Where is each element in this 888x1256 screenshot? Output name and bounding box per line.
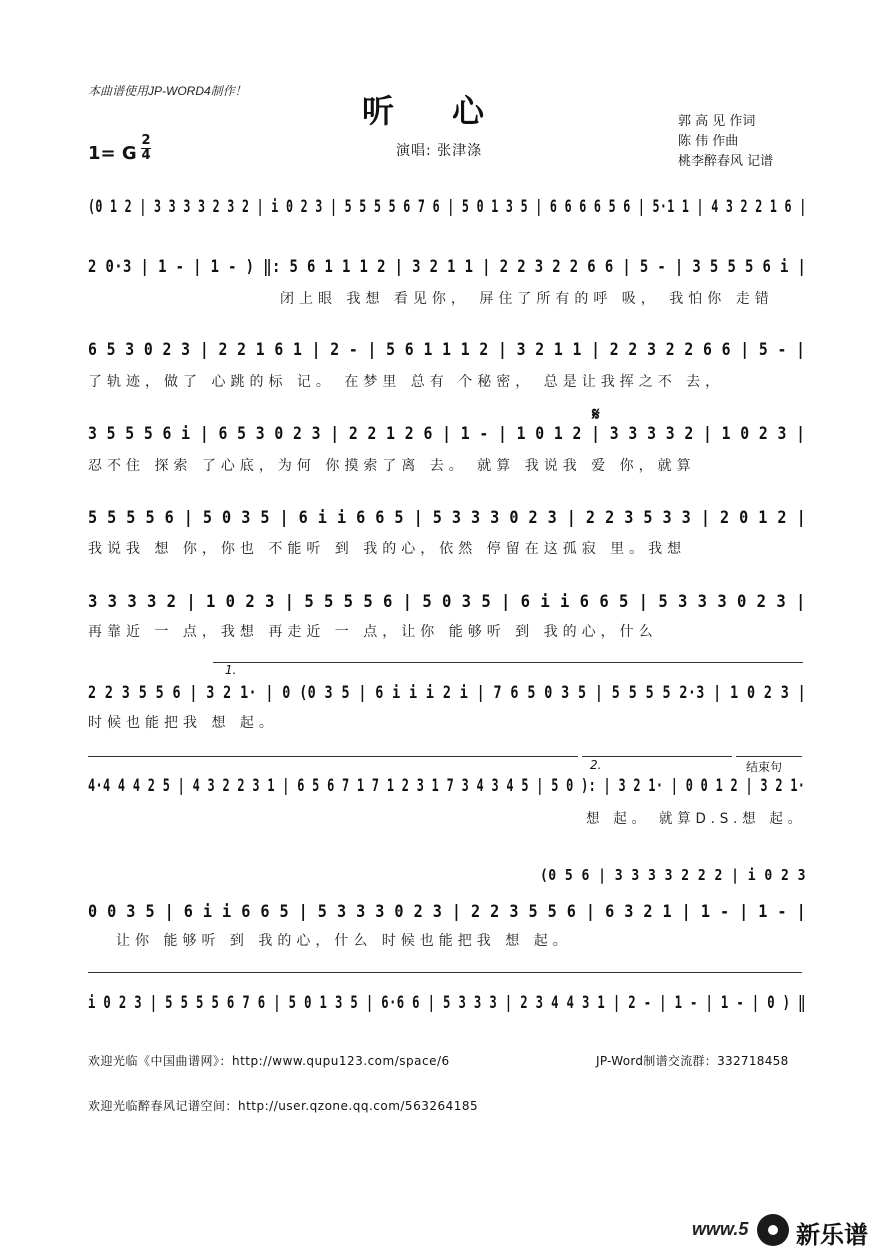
song-title: 听心: [362, 92, 543, 130]
lyricist-credit: 郭 高 见 作词: [678, 114, 756, 129]
software-credit: 本曲谱使用JP-WORD4制作！: [88, 84, 247, 98]
staff-line-7-lyrics: 时候也能把我 想 起。: [88, 715, 278, 731]
group-info-text: JP-Word制谱交流群：332718458: [596, 1054, 789, 1068]
staff-line-2-notes: 2 0·3 | 1 - | 1 - ) ‖: 5 6 1 1 1 2 | 3 2 1 1 | 2 2 3 2 2 6 6 | 5 - | 3 5 5 5 6 i |: [88, 257, 807, 277]
key-signature: 1= G: [88, 143, 137, 164]
transcriber-credit: 桃李醉春风 记谱: [678, 154, 774, 169]
time-signature-bottom: 4: [141, 148, 151, 163]
section-rule: [88, 756, 578, 757]
staff-line-8-lyrics: 想 起。 就算D.S.想 起。: [586, 811, 806, 827]
ending-bracket: [736, 756, 802, 757]
volta-1-label: 1.: [225, 663, 237, 677]
staff-line-4-lyrics: 忍不住 探索 了心底，为何 你摸索了离 去。 就算 我说我 爱 你，就算: [88, 458, 696, 474]
staff-line-10-lyrics: 让你 能够听 到 我的心，什么 时候也能把我 想 起。: [116, 933, 572, 949]
singer-credit: 演唱: 张津涤: [396, 143, 483, 159]
volta-2-label: 2.: [590, 758, 602, 772]
staff-line-8-notes: 4·4 4 4 2 5 | 4 3 2 2 3 1 | 6 5 6 7 1 7 1 2 3 1 7 3 4 3 4 5 | 5 0 ): | 3 2 1· | 0 0 1 2 | 3 2 1·: [88, 776, 806, 796]
volta-2-bracket: [582, 756, 732, 757]
staff-line-6-notes: 3 3 3 3 2 | 1 0 2 3 | 5 5 5 5 6 | 5 0 3 5 | 6 i i 6 6 5 | 5 3 3 3 0 2 3 |: [88, 592, 806, 612]
staff-line-4-notes: 3 5 5 5 6 i | 6 5 3 0 2 3 | 2 2 1 2 6 | 1 - | 1 0 1 2 | 3 3 3 3 2 | 1 0 2 3 |: [88, 424, 806, 444]
staff-line-6-lyrics: 再靠近 一 点，我想 再走近 一 点，让你 能够听 到 我的心，什么: [88, 624, 658, 640]
staff-line-3-notes: 6 5 3 0 2 3 | 2 2 1 6 1 | 2 - | 5 6 1 1 1 2 | 3 2 1 1 | 2 2 3 2 2 6 6 | 5 - |: [88, 340, 806, 360]
staff-line-7-notes: 2 2 3 5 5 6 | 3 2 1· | 0 (0 3 5 | 6 i i i 2 i | 7 6 5 0 3 5 | 5 5 5 5 2·3 | 1 0 2 3 |: [88, 683, 807, 703]
qzone-link-text: 欢迎光临醉春风记谱空间：http://user.qzone.qq.com/563264185: [88, 1099, 479, 1113]
staff-line-2-lyrics: 闭上眼 我想 看见你， 屏住了所有的呼 吸， 我怕你 走错: [280, 291, 774, 307]
staff-line-5-lyrics: 我说我 想 你，你也 不能听 到 我的心，依然 停留在这孤寂 里。我想: [88, 541, 687, 557]
volta-1-bracket: [213, 662, 803, 663]
staff-line-9-notes: (0 5 6 | 3 3 3 3 2 2 2 | i 0 2 3: [540, 866, 806, 884]
staff-line-3-lyrics: 了轨迹，做了 心跳的标 记。 在梦里 总有 个秘密， 总是让我挥之不 去，: [88, 374, 725, 390]
record-logo-icon: [757, 1214, 789, 1246]
site-link-text: 欢迎光临《中国曲谱网》：http://www.qupu123.com/space/6: [88, 1054, 450, 1068]
coda-rule: [88, 972, 802, 973]
time-signature: [141, 135, 151, 162]
staff-line-10-notes: 0 0 3 5 | 6 i i 6 6 5 | 5 3 3 3 0 2 3 | 2 2 3 5 5 6 | 6 3 2 1 | 1 - | 1 - |: [88, 902, 807, 922]
staff-line-11-notes: i 0 2 3 | 5 5 5 5 6 7 6 | 5 0 1 3 5 | 6·6 6 | 5 3 3 3 | 2 3 4 4 3 1 | 2 - | 1 - | 1 - | 0 ) ‖: [88, 993, 806, 1013]
ending-label: 结束句: [746, 760, 783, 774]
composer-credit: 陈 伟 作曲: [678, 134, 739, 149]
segno-mark: 𝄋: [592, 404, 600, 425]
time-signature-top: 2: [141, 133, 151, 148]
staff-line-5-notes: 5 5 5 5 6 | 5 0 3 5 | 6 i i 6 6 5 | 5 3 3 3 0 2 3 | 2 2 3 5 3 3 | 2 0 1 2 |: [88, 508, 807, 528]
staff-line-1-notes: (0 1 2 | 3 3 3 3 2 3 2 | i 0 2 3 | 5 5 5 5 6 7 6 | 5 0 1 3 5 | 6 6 6 6 5 6 | 5·1 1 | 4 3 2 2 1 6 |: [88, 197, 807, 217]
watermark-url: www.5: [692, 1219, 749, 1239]
watermark-site-name: 新乐谱: [796, 1221, 868, 1249]
